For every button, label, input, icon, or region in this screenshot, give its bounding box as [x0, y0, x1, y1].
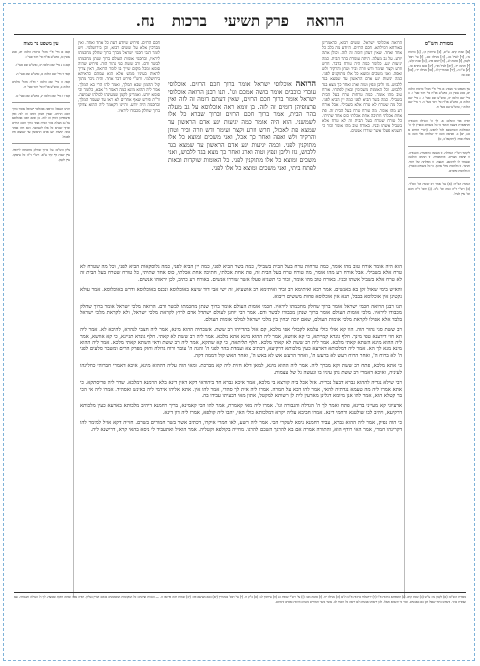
- gemara-paragraph: והאיש בימי שאול זקן בא באנשים. אמר רבא ואיתימא רב זביד ואיתימא רב אושעיא, זה ישי אבי דוד שיצא באוכלוסא ונכנס באוכלוסא ודרש באוכלוסא. אמר עולא נקטינן אין אוכלוסא בבבל, תנא אין אוכלוסא פחות מששים ריבוא.: [80, 287, 402, 300]
- page-header: [0, 12, 480, 34]
- header-rule: [14, 34, 466, 35]
- header-tractate-section: הרואה: [306, 12, 345, 30]
- opening-word: הרואה: [295, 80, 316, 88]
- left-margin-section: גליון הש"ס: גמ' ברוך שחלק מחכמתו ליראיו. עיין שבת דף קיד ע"א. רש"י ד"ה כל עיסוקו. עיין לקמן.: [12, 148, 70, 162]
- right-margin-section: תורה אור השלם: א. לך ה' הגדלה והגבורה והתפארת והנצח וההוד כי כל בשמים ובארץ לך ה' הממלכה והמתנשא לכל לראש. (דברי הימים א כט, יא) ב. ואראה והנה יד שלוחה אלי והנה בו מגלת ספר. (יחזקאל ב, ט): [408, 118, 470, 141]
- rashi-text: הרואה אוכלוסי ישראל. ששים רבוא, כדאמרינן באורחא דמילתא. חכם הרזים. היודע מה בלב כל אחד ואחד. שאין דעתן דומה זה לזה. וכולן אתה יודע. על גב מעלה. היתה עומדת בהר הבית. כמה יגיעות יגע. כלומר כמה היה טורח בדבר. חרש וזרע וקצר ועימר ודש וזרה וביר וטחן והרקיד ולש ואפה. ואני משכים ומוצא כל אלו מתוקנים לפני. כמה יגיעות יגע אדם הראשון עד שמצא בגד ללבוש. גזז וליבן ונפץ וטוה וארג ואחר כך מצא בגד ללבוש. וכל האומות משכימין ובאין לפתחי. אורח טוב מהו אומר. כמה טרחות טרח בעל הבית בשבילי. כמה בשר הביא לפני כמה יין הביא לפני. וכל מה שטרח לא טרח אלא בשבילי. אבל אורח רע מהו אומר. מה טורח טרח בעל הבית זה. פת אחת אכלתי חתיכה אחת אכלתי כוס אחד שתיתי. כל טורח שטרח בעל הבית זה לא טרח אלא בשביל אשתו ובניו. באורח טוב מהו אומר זכור כי תשגיא פעלו אשר שוררו אנשים.: [322, 40, 402, 134]
- right-margin: [404, 38, 470, 598]
- rashi-commentary: [322, 40, 402, 260]
- tosafot-text: חכם הרזים. פירוש שיודע דעת כל אחד ואחד. ואין מברכין אלא על ששים רבוא, וכן בירושלמי. ויש לומר דגבי חכמי ישראל מברך ברוך שחלק מחכמתו ליראיו, ובחכמי אומות העולם ברוך שנתן מחכמתו לבשר ודם. ורב ששת סגי נהור הוה. פירוש שהיה סומא ומכל מקום שייך בו לומר הרואה, דאין צריך לראות בעיניו ממש אלא הוא עמהם כדאיתא בירושלמי. ורש"י פירש דבר אחר. והיה ניכר מתוך קול ההמון שבא המלך, ואמר להו הרי בא המלך. אמר ליה ההוא מינא כמה דאמר ר' אבא, כלומר וכי סומא יודע. ואמרינן לקמן שמעינהו לכולהו שמיעה. ור"ת פירש שאף אחרים לא ראו עד שעמד המלך, ובחכמה היה יודע. והיינו דקאמר ליה ההוא צדוקי ברוך שחלק מכבודו ליראיו.: [78, 40, 160, 113]
- gemara-text: אוכלוסי ישראל אומר ברוך חכם הרזים. אוכלוסי עובדי כוכבים אומר בושה אמכם וגו'. תנו רבנן הרואה אוכלוסי ישראל אומר ברוך חכם הרזים, שאין דעתם דומה זה לזה ואין פרצופיהן דומים זה לזה. בן זומא ראה אוכלוסא על גב מעלה בהר הבית, אמר ברוך חכם הרזים וברוך שברא כל אלו לשמשני. הוא היה אומר כמה יגיעות יגע אדם הראשון עד שמצא פת לאכול, חרש וזרע וקצר ועימר ודש וזרה וביר וטחן והרקיד ולש ואפה ואחר כך אכל, ואני משכים ומוצא כל אלו מתוקנין לפני. וכמה יגיעות יגע אדם הראשון עד שמצא בגד ללבוש, גזז וליבן ונפץ וטוה וארג ואחר כך מצא בגד ללבוש, ואני משכים ומוצא כל אלו מתוקנין לפני. כל האומות שוקדות ובאות לפתח ביתי, ואני משכים ומוצא כל אלו לפני.: [168, 81, 316, 172]
- right-margin-section: עין משפט נר מצוה: א מיי' פ"י מהל' ברכות הלכה יא, סמג עשין כז, טוש"ע או"ח סי' רכד סעי' ו. ב מיי' שם הלכה יב, טוש"ע שם סעי' ז. ג מיי' שם הלכה ט, טוש"ע או"ח סי' רכד סעי' ה. ד מיי' שם הלכה י, טוש"ע שם סעי' ח.: [408, 86, 470, 109]
- gemara-paragraph: תנו רבנן הרואה חכמי ישראל אומר ברוך שחלק מחכמתו ליראיו. חכמי אומות העולם אומר ברוך שנתן מחכמתו לבשר ודם. הרואה מלכי ישראל אומר ברוך שחלק מכבודו ליראיו. מלכי אומות העולם אומר ברוך שנתן מכבודו לבשר ודם. אמר רבי יוחנן לעולם ישתדל אדם לרוץ לקראת מלכי ישראל, ולא לקראת מלכי ישראל בלבד אלא אפילו לקראת מלכי אומות העולם, שאם יזכה יבחין בין מלכי ישראל למלכי אומות העולם.: [80, 304, 402, 323]
- tosafot-commentary: [78, 40, 160, 260]
- right-margin-section: הגהות הב"ח: (א) גמ' אמר רב ששת וכו' הס"ד. (ב) רש"י ד"ה כמה וכו' נ"ב. (ג) תוס' ד"ה חכם וכו' עיין לעיל.: [408, 182, 470, 196]
- gemara-paragraph: רבי שילא נגדיה לההוא גברא דבעל נכרית. אזל אכל ביה קורצא בי מלכא, אמר איכא גברא חד ביהודאי דקא דאין דינא בלא הרמנא דמלכא. שדר ליה פריסתקא. כי אתא אמרו ליה מה טעמא נגדתיה להאי, אמר להו דבא על חמרה. אמרו ליה אית לך סהדי, אמר להו אין. אתא אליהו אידמי ליה כאינש ואסהיד. אמרו ליה אי הכי בר קטלא הוא, אמר להו אנן מיומא דגלינן מארעין לית לן רשותא למקטל, אתון מאי דבעיתו עבידו בה.: [80, 380, 402, 399]
- left-margin-section: קסד ד מיי' שם הלכה ט, טוש"ע שם סעי' ה.: [15, 71, 70, 76]
- left-margin-section: קסה ה מיי' שם הלכה י ופ"ה מהל' מלכים הלכה ב, טוש"ע או"ח סי' רכד סעי' ח.: [12, 80, 70, 89]
- divider: [408, 114, 470, 115]
- right-margin-section: [א] שבת קיא. ע"ש, [ב] עירובין ק:, [ג] ברכות נד:, [ד] לעיל מג., [ה] מגילה כט., [ו] עי' תוס' לקמן, [ז] סוטה לג., [ח] יומא פה:, [ט] שבת קלג:, [י] חגיגה יד., [יא] לעיל מד:, [יב] בבא בתרא טו., [יג] ע"ז ה., [יד] סנהדרין לז., [טו] מגילה יד:, [טז] שם טו:: [408, 50, 470, 77]
- left-margin: [12, 38, 74, 598]
- left-margin-section: קסו ו ז מיי' שם הלכה יג, טוש"ע שם סעי' ט.: [15, 93, 70, 98]
- left-margin-section: רבינו חננאל: הרואה אוכלוסי ישראל אומר ברוך חכם הרזים. שאין דעתן דומה זה לזה ואין פרצופיהן דומין זה לזה. בן זומא ראה אוכלוסא על גב מעלה בהר הבית אמר ברוך חכם הרזים וברוך שברא כל אלו לשמשני. הוא היה אומר כמה יגיעות יגע אדם הראשון עד שמצא פת לאכול.: [12, 107, 70, 139]
- left-margin-section: קסב א מיי' פ"י מהל' ברכות הלכה יא, סמג עשין כז, טוש"ע או"ח סי' רכד סעי' ו.: [12, 50, 70, 59]
- divider: [408, 82, 470, 83]
- gemara-continuation: [80, 264, 402, 586]
- gemara-paragraph: אדעיוני קא מעייני בדינא, פתח ואמר לך ה' הגדלה והגבורה וגו'. אמרו ליה מאי קאמרת, אמר להו הכי קאמינא, בריך רחמנא דיהיב מלכותא בארעא כעין מלכותא דרקיעא, ויהיב לכו שולטנא ורחמי דינא. אמרו חביבא עליה יקרא דמלכותא כולי האי, יהבו ליה קולפא, אמרו ליה דון דינא.: [80, 403, 402, 416]
- divider: [408, 177, 470, 178]
- bottom-notes-text: מסורת הש"ס: (א) לקמן נח: ע"ש (ב) שבת קיא. (ג) תוספתא ברכות פ"ו (ד) ירושלמי ברכות פ"ט ה"א (ה) מגילה יח. (ו) סוטה מט: (ז) עי' רש"י שמות כג (ח) עירובין לג: (ט) ב"ק ח. (י) עי' תוס' סנהדרין (יא) בבא מציעא פה: (יב) שמות רבה פרשה ה. — הגהות וציונים: כל המקומות המסומנים בכוכב יעויין בגליון. תורה אור: ואתה חזקת ואמצת. לך ה' הגדלה והגבורה. צא ועמדת בהר. והאיש בימי שאול זקן בא באנשים. זכור כי תשגיא פעלו. לכן יראוהו אנשים לא יראה כל חכמי לב. אשר בשר חמורים בשרם וזרמת סוסים זרמתם.: [14, 595, 466, 604]
- gemara-opening-paragraph: [168, 80, 316, 172]
- gemara-paragraph: רב ששת סגי נהור הוה. הוו קא אזלי כולי עלמא לקבולי אפי מלכא, קם אזל בהדייהו רב ששת. אשכחיה ההוא מינא, אמר ליה חצבי לנהרא, להיכא לא. אמר ליה תא חזי דידענא טפי מינך. חלף גונדא קמייתא, כי קא אוושא, אמר ליה ההוא מינא אתא מלכא. אמר ליה רב ששת לא קאתי. חלף גונדא תניינא, כי קא אוושא, אמר ליה ההוא מינא השתא קאתי מלכא. אמר ליה רב ששת לא קאתי מלכא. חלף תליתאה, כי קא שתקא, אמר ליה רב ששת ודאי השתא קאתי מלכא. אמר ליה ההוא מינא מנא לך הא. אמר ליה דמלכותא דארעא כעין מלכותא דרקיעא, דכתיב צא ועמדת בהר לפני ה' והנה ה' עובר ורוח גדולה וחזק מפרק הרים ומשבר סלעים לפני ה' לא ברוח ה', ואחר הרוח רעש לא ברעש ה', ואחר הרעש אש לא באש ה', ואחר האש קול דממה דקה.: [80, 327, 402, 359]
- right-margin-title: מסורת הש"ס: [424, 41, 454, 47]
- right-margin-section: ליקוטי רש"י: הגדולה. זו מעשה בראשית. והגבורה. זו יציאת מצרים. והתפארת. זו החמה והלבנה שעמדו לו ליהושע. והנצח. זו מפלתה של רומי. וההוד. זו מלחמת נחלי ארנון. כי כל בשמים ובארץ. זו מלחמת סיסרא.: [408, 150, 470, 173]
- left-margin-title: עין משפט נר מצוה: [23, 41, 59, 47]
- gemara-paragraph: כי אתא מלכא, פתח רב ששת וקא מברך ליה. אמר ליה ההוא מינא, למאן דלא חזית ליה קא מברכת. ומאי הוה עליה דההוא מינא, איכא דאמרי חברוהי כחלינהו לעיניה, ואיכא דאמרי רב ששת נתן עיניו בו ונעשה גל של עצמות.: [80, 363, 402, 376]
- gemara-paragraph: הוא היה אומר אורח טוב מהו אומר, כמה טרחות טרח בעל הבית בשבילי, כמה בשר הביא לפני, כמה יין הביא לפני, כמה גלוסקאות הביא לפני, וכל מה שטרח לא טרח אלא בשבילי. אבל אורח רע מהו אומר, מה טורח טרח בעל הבית זה, פת אחת אכלתי, חתיכה אחת אכלתי, כוס אחד שתיתי, כל טורח שטרח בעל הבית זה לא טרח אלא בשביל אשתו ובניו. באורח טוב מהו אומר, זכור כי תשגיא פעלו אשר שוררו אנשים. באורח רע כתיב, לכן יראוהו אנשים.: [80, 264, 402, 283]
- bottom-notes: [14, 592, 466, 648]
- gemara-paragraph: כי הוה נפיק, אמר ליה ההוא גברא, עביד רחמנא ניסא לשקרי הכי. אמר ליה רשע, לאו חמרי איקרו, דכתיב אשר בשר חמורים בשרם. חזייה דקא אזיל למימר להו דקרינהו חמרי, אמר האי רודף הוא, והתורה אמרה אם בא להרגך השכם להרגו. מחייה בקולפא וקטליה. אמר הואיל ואתעביד לי ניסא בהאי קרא, דרישנא ליה.: [80, 420, 402, 433]
- header-tractate: ברכות: [171, 12, 207, 30]
- left-margin-section: קסג ב ג מיי' שם הלכה יב, טוש"ע שם סעי' ז.: [14, 63, 70, 68]
- divider: [12, 143, 70, 144]
- header-folio: נח.: [135, 12, 155, 30]
- header-chapter: פרק תשיעי: [224, 12, 289, 30]
- divider: [408, 146, 470, 147]
- gemara-main-block: [168, 80, 316, 260]
- divider: [12, 102, 70, 103]
